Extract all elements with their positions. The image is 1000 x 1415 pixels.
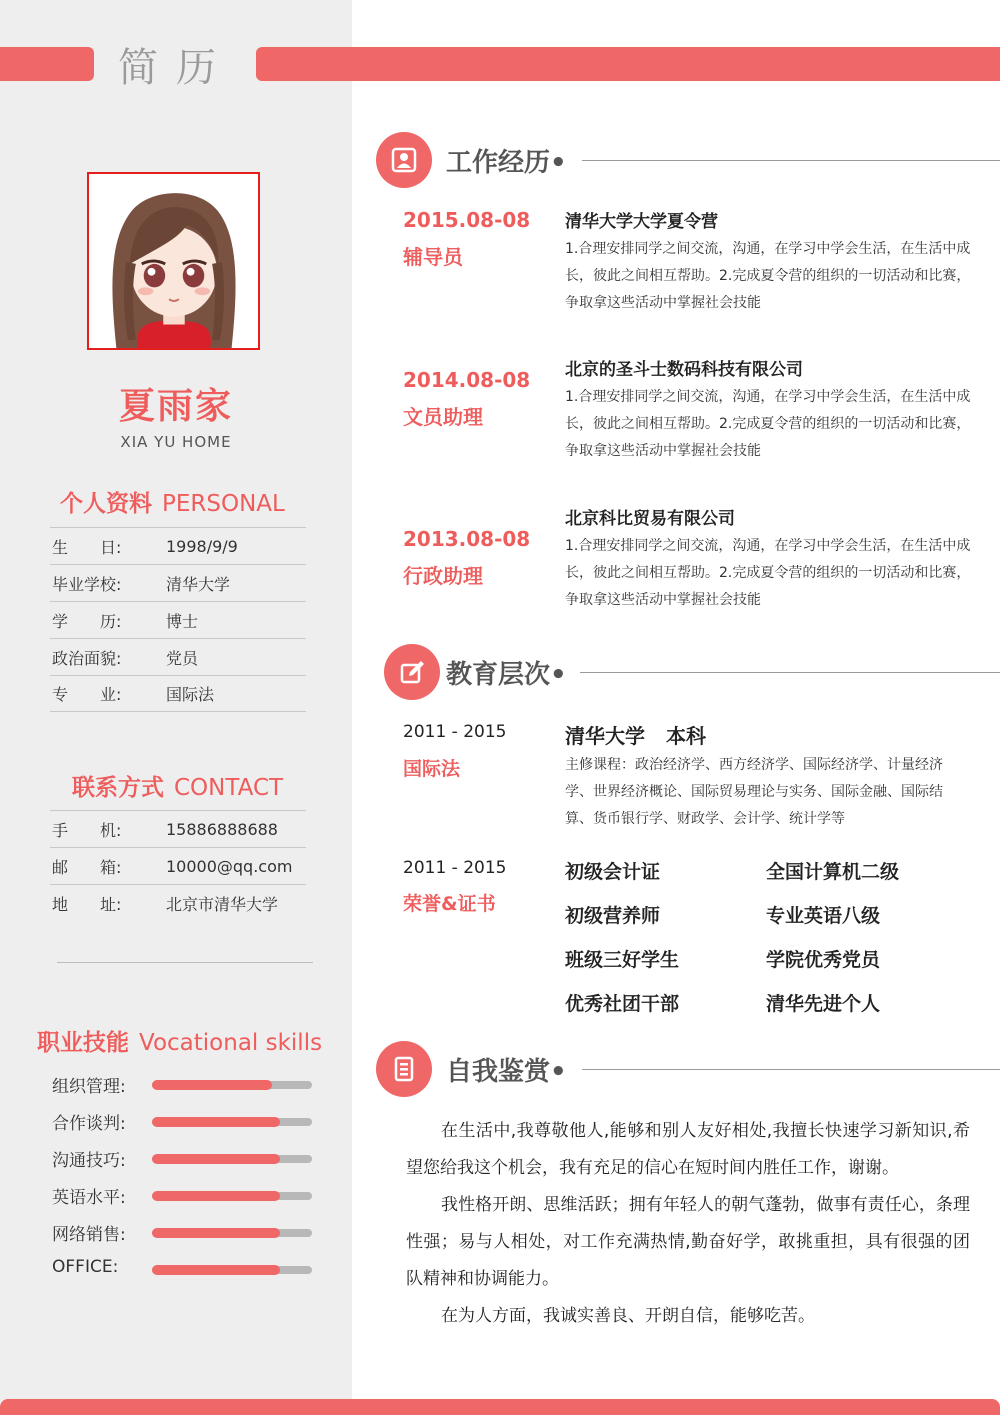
skill-row xyxy=(52,1257,322,1294)
info-value: 清华大学 xyxy=(166,574,231,594)
skill-label: OFFICE: xyxy=(52,1257,119,1277)
contact-info-table xyxy=(50,810,306,921)
job-role: 行政助理 xyxy=(403,564,483,588)
info-value: 国际法 xyxy=(166,685,215,704)
skill-bar-track xyxy=(152,1081,312,1089)
job-description: 1.合理安排同学之间交流，沟通，在学习中学会生活，在生活中成长，彼此之间相互帮助。2.完成夏令营的组织的一切活动和比赛，争取拿这些活动中掌握社会技能 xyxy=(565,241,971,311)
info-row-political xyxy=(50,638,306,675)
edit-icon xyxy=(384,644,440,700)
honors-label: 荣誉&证书 xyxy=(403,893,496,915)
avatar-illustration xyxy=(89,174,258,348)
info-label: 邮 箱: xyxy=(52,857,122,877)
job-company: 北京科比贸易有限公司 xyxy=(565,509,735,529)
job-description: 1.合理安排同学之间交流，沟通，在学习中学会生活，在生活中成长，彼此之间相互帮助。2.完成夏令营的组织的一切活动和比赛，争取拿这些活动中掌握社会技能 xyxy=(565,538,971,608)
job-date: 2013.08-08 xyxy=(403,527,531,551)
job-date: 2014.08-08 xyxy=(403,368,531,392)
degree-years: 2011 - 2015 xyxy=(403,722,507,742)
info-label: 生 日: xyxy=(52,537,122,557)
skill-row xyxy=(52,1109,322,1146)
certificate-item: 学院优秀党员 xyxy=(766,949,881,971)
info-label: 学 历: xyxy=(52,611,122,631)
certificate-item: 初级营养师 xyxy=(565,905,661,927)
job-date: 2015.08-08 xyxy=(403,208,531,232)
degree-courses: 主修课程：政治经济学、西方经济学、国际经济学、计量经济学、世界经济概论、国际贸易理论与实务、国际金融、国际结算、货币银行学、财政学、会计学、统计学等 xyxy=(565,757,943,827)
self-eval-section-header xyxy=(376,1041,1000,1101)
certificate-item: 专业英语八级 xyxy=(766,905,881,927)
job-role: 辅导员 xyxy=(403,245,463,269)
work-heading: 工作经历• xyxy=(446,148,567,178)
info-value: 博士 xyxy=(166,611,199,631)
certificate-item: 班级三好学生 xyxy=(565,949,680,971)
header-bar-left xyxy=(0,47,94,81)
job-role: 文员助理 xyxy=(403,405,483,429)
info-row-major xyxy=(50,675,306,712)
skill-bar-track xyxy=(152,1155,312,1163)
skill-label: 沟通技巧: xyxy=(52,1151,126,1171)
work-heading-line xyxy=(582,160,1000,161)
email-value[interactable]: 10000@qq.com xyxy=(166,856,293,876)
info-value: 北京市清华大学 xyxy=(166,894,279,914)
skill-row xyxy=(52,1220,322,1257)
skill-label: 合作谈判: xyxy=(52,1114,126,1134)
skill-bar-fill xyxy=(152,1080,272,1090)
info-value: 党员 xyxy=(166,648,199,668)
self-eval-heading-line xyxy=(582,1069,1000,1070)
skill-label: 网络销售: xyxy=(52,1225,126,1245)
skills-heading-cn: 职业技能 xyxy=(37,1030,129,1056)
self-eval-paragraph: 我性格开朗、思维活跃；拥有年轻人的朝气蓬勃，做事有责任心，条理性强；易与人相处，对工作充满热情,勤奋好学，敢挑重担，具有很强的团队精神和协调能力。 xyxy=(406,1195,970,1289)
info-row-address xyxy=(50,884,306,921)
info-row-birthday xyxy=(50,527,306,564)
info-label: 地 址: xyxy=(52,894,122,914)
job-company: 清华大学大学夏令营 xyxy=(565,212,718,232)
honors-years: 2011 - 2015 xyxy=(403,858,507,878)
header-bar-right xyxy=(256,47,1000,81)
contact-heading-en: CONTACT xyxy=(174,775,284,801)
full-name-english: XIA YU HOME xyxy=(120,433,232,451)
skills-heading-en: Vocational skills xyxy=(139,1030,323,1056)
skill-row xyxy=(52,1072,322,1109)
info-value: 1998/9/9 xyxy=(166,536,238,556)
personal-info-table xyxy=(50,527,306,712)
skills-list xyxy=(52,1072,322,1294)
education-heading: 教育层次• xyxy=(446,660,567,690)
sidebar-divider xyxy=(57,962,313,963)
skill-label: 组织管理: xyxy=(52,1077,126,1097)
job-company: 北京的圣斗士数码科技有限公司 xyxy=(565,360,803,380)
contact-heading-cn: 联系方式 xyxy=(72,775,164,801)
degree-major: 国际法 xyxy=(403,758,461,780)
skill-bar-track xyxy=(152,1192,312,1200)
certificate-item: 全国计算机二级 xyxy=(766,861,900,883)
self-eval-paragraph: 在为人方面，我诚实善良、开朗自信，能够吃苦。 xyxy=(441,1306,815,1326)
self-eval-paragraph: 在生活中,我尊敬他人,能够和别人友好相处,我擅长快速学习新知识,希望您给我这个机会，我有充足的信心在短时间内胜任工作，谢谢。 xyxy=(406,1121,970,1178)
skill-bar-fill xyxy=(152,1117,280,1127)
skill-bar-track xyxy=(152,1266,312,1274)
skill-row xyxy=(52,1183,322,1220)
certificate-item: 优秀社团干部 xyxy=(565,993,680,1015)
info-row-school xyxy=(50,564,306,601)
work-section-header xyxy=(376,132,1000,192)
degree-school: 清华大学 本科 xyxy=(565,724,706,748)
personal-heading-cn: 个人资料 xyxy=(60,491,152,517)
personal-heading-en: PERSONAL xyxy=(162,491,285,517)
document-icon xyxy=(376,1041,432,1097)
education-heading-line xyxy=(580,672,1000,673)
self-eval-heading: 自我鉴赏• xyxy=(446,1057,567,1087)
skills-heading xyxy=(37,1024,322,1057)
footer-bar xyxy=(0,1399,1000,1415)
skill-label: 英语水平: xyxy=(52,1188,126,1208)
skill-bar-track xyxy=(152,1229,312,1237)
education-section-header xyxy=(384,644,1000,704)
contact-heading xyxy=(72,769,283,802)
info-label: 手 机: xyxy=(52,820,122,840)
phone-value[interactable]: 15886888688 xyxy=(166,819,278,839)
avatar xyxy=(87,172,260,350)
skill-bar-track xyxy=(152,1118,312,1126)
self-eval-text xyxy=(406,1113,970,1335)
skill-bar-fill xyxy=(152,1265,280,1275)
skill-row xyxy=(52,1146,322,1183)
skill-bar-fill xyxy=(152,1154,280,1164)
certificate-item: 初级会计证 xyxy=(565,861,661,883)
full-name: 夏雨家 xyxy=(118,386,233,427)
skill-bar-fill xyxy=(152,1191,280,1201)
resume-title: 简历 xyxy=(118,45,234,91)
personal-heading xyxy=(60,485,285,518)
certificate-item: 清华先进个人 xyxy=(766,993,881,1015)
skill-bar-fill xyxy=(152,1228,280,1238)
info-label: 毕业学校: xyxy=(52,574,122,594)
info-label: 专 业: xyxy=(52,685,122,704)
info-row-degree xyxy=(50,601,306,638)
info-row-email xyxy=(50,847,306,884)
job-description: 1.合理安排同学之间交流，沟通，在学习中学会生活，在生活中成长，彼此之间相互帮助。2.完成夏令营的组织的一切活动和比赛，争取拿这些活动中掌握社会技能 xyxy=(565,389,971,459)
info-label: 政治面貌: xyxy=(52,648,122,668)
info-row-phone xyxy=(50,810,306,847)
user-card-icon xyxy=(376,132,432,188)
